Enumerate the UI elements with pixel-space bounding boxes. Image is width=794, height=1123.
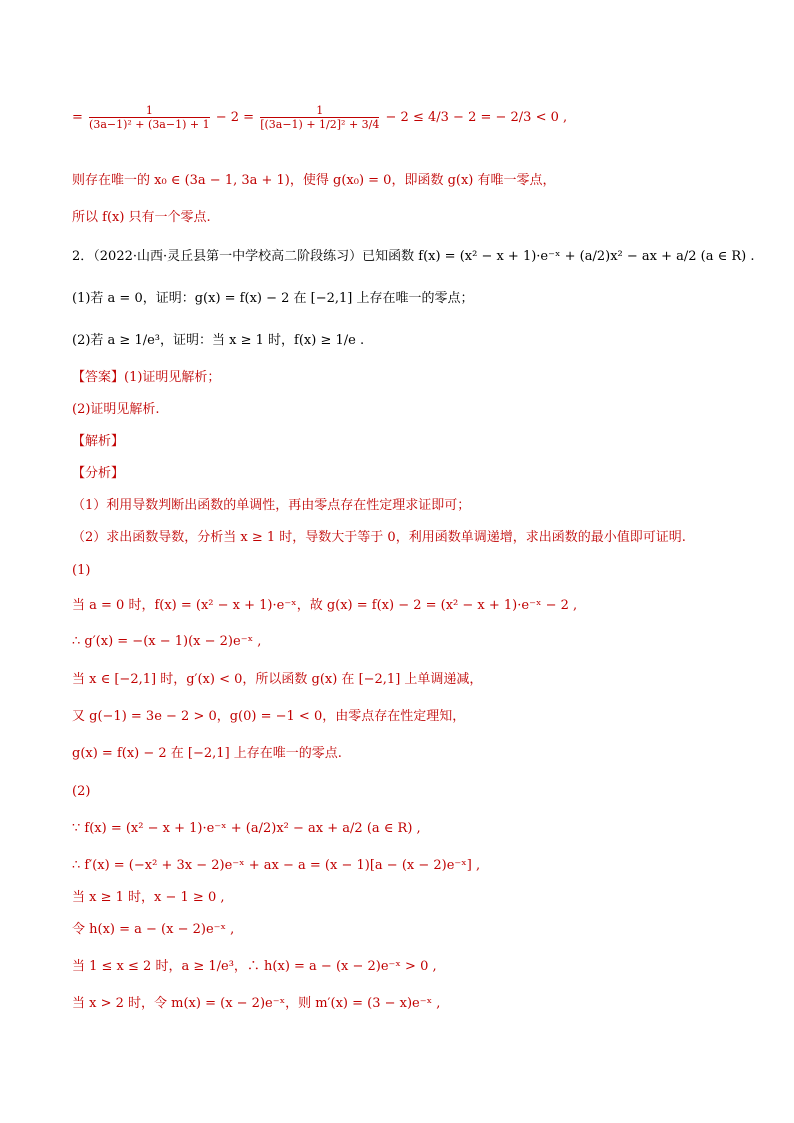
solution-line-21: ∴ f′(x) = (−x² + 3x − 2)e⁻ˣ + ax − a = (x − 1)[a − (x − 2)e⁻ˣ] , (72, 858, 481, 873)
fraction-2 (260, 104, 379, 131)
analysis-step-1: （1）利用导数判断出函数的单调性，再由零点存在性定理求证即可； (72, 498, 471, 513)
problem-2-part-2: (2)若 a ≥ 1/e³，证明：当 x ≥ 1 时，f(x) ≥ 1/e . (72, 333, 365, 348)
solution-line-23: 令 h(x) = a − (x − 2)e⁻ˣ , (72, 922, 235, 937)
solution-line-15: ∴ g′(x) = −(x − 1)(x − 2)e⁻ˣ , (72, 634, 262, 649)
text-line-3: 所以 f(x) 只有一个零点. (72, 210, 211, 225)
solution-line-22: 当 x ≥ 1 时，x − 1 ≥ 0 , (72, 890, 225, 905)
analysis-step-2: （2）求出函数导数，分析当 x ≥ 1 时，导数大于等于 0，利用函数单调递增，求出函数的最小值即可证明. (72, 530, 686, 545)
solution-line-18: g(x) = f(x) − 2 在 [−2,1] 上存在唯一的零点. (72, 746, 342, 761)
fraction-1 (89, 104, 210, 131)
fenxi-heading: 【分析】 (72, 466, 125, 481)
formula-line-1 (72, 104, 567, 131)
formula-post: − 2 ≤ 4/3 − 2 = − 2/3 < 0 , (385, 110, 568, 125)
answer-line-1: 【答案】(1)证明见解析； (72, 370, 221, 385)
answer-line-2: (2)证明见解析. (72, 402, 160, 417)
part-1-label: (1) (72, 563, 91, 578)
part-2-label: (2) (72, 784, 91, 799)
problem-2-part-1: (1)若 a = 0，证明：g(x) = f(x) − 2 在 [−2,1] 上存在唯一的零点； (72, 291, 474, 306)
fraction-1-denominator: (3a−1)² + (3a−1) + 1 (89, 118, 210, 131)
solution-line-16: 当 x ∈ [−2,1] 时，g′(x) < 0，所以函数 g(x) 在 [−2,1] 上单调递减， (72, 672, 483, 687)
analysis-heading: 【解析】 (72, 434, 125, 449)
formula-mid: − 2 = (215, 110, 255, 125)
solution-line-25: 当 x > 2 时，令 m(x) = (x − 2)e⁻ˣ，则 m′(x) = (3 − x)e⁻ˣ , (72, 996, 441, 1011)
text-line-2: 则存在唯一的 x₀ ∈ (3a − 1, 3a + 1)，使得 g(x₀) = 0，即函数 g(x) 有唯一零点， (72, 173, 556, 188)
formula-eq: = (72, 110, 83, 125)
problem-2-statement: 2．（2022·山西·灵丘县第一中学校高二阶段练习）已知函数 f(x) = (x² − x + 1)·e⁻ˣ + (a/2)x² − ax + a/2 (a ∈ R) . (72, 249, 755, 264)
solution-line-24: 当 1 ≤ x ≤ 2 时，a ≥ 1/e³，∴ h(x) = a − (x − 2)e⁻ˣ > 0 , (72, 959, 437, 974)
fraction-1-numerator: 1 (89, 104, 210, 118)
fraction-2-denominator: [(3a−1) + 1/2]² + 3/4 (260, 118, 380, 131)
fraction-2-numerator: 1 (260, 104, 379, 118)
solution-line-17: 又 g(−1) = 3e − 2 > 0，g(0) = −1 < 0，由零点存在性定理知， (72, 709, 466, 724)
solution-line-14: 当 a = 0 时，f(x) = (x² − x + 1)·e⁻ˣ，故 g(x) = f(x) − 2 = (x² − x + 1)·e⁻ˣ − 2 , (72, 598, 578, 613)
solution-line-20: ∵ f(x) = (x² − x + 1)·e⁻ˣ + (a/2)x² − ax + a/2 (a ∈ R) , (72, 821, 421, 836)
